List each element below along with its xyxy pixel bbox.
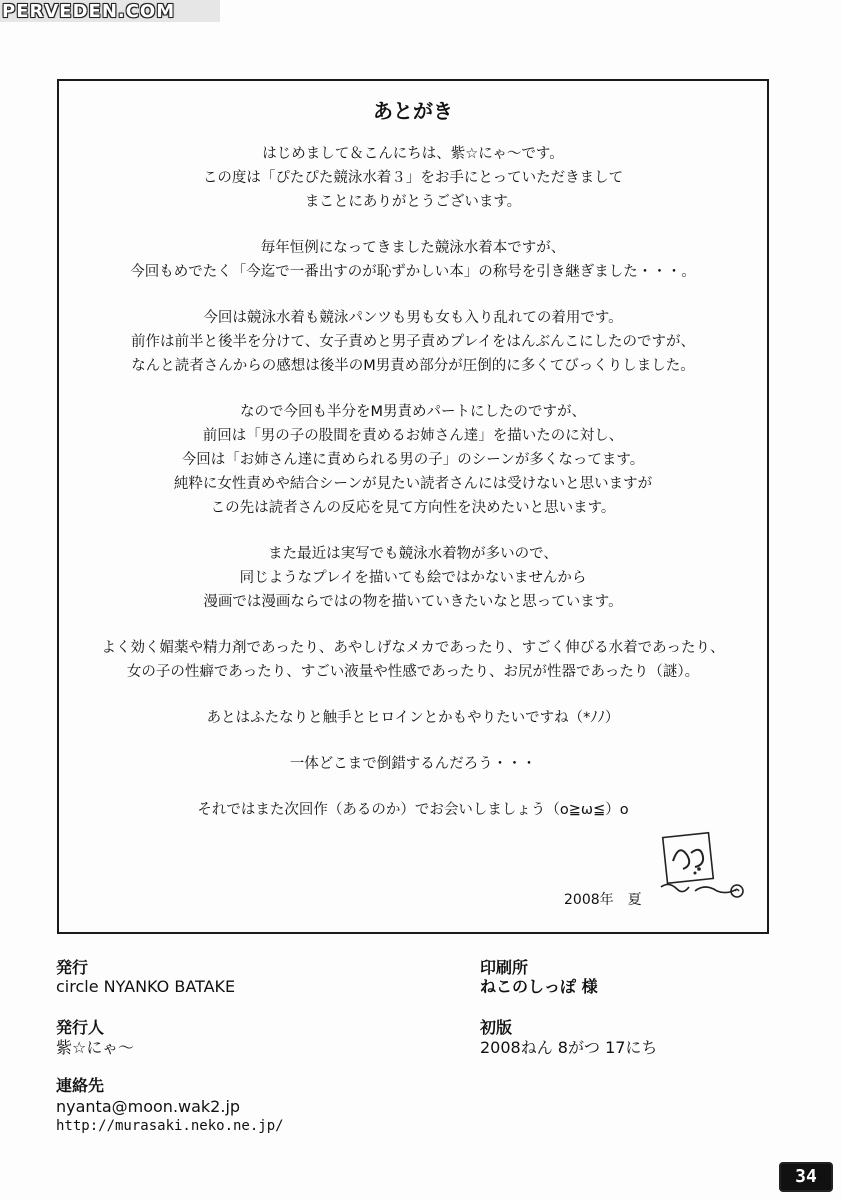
afterword-paragraph — [59, 142, 767, 214]
contact-url: http://murasaki.neko.ne.jp/ — [56, 1118, 284, 1134]
watermark-text: PERVEDEN.COM — [2, 0, 176, 22]
afterword-paragraph — [59, 752, 767, 776]
printer-label: 印刷所 — [480, 958, 529, 977]
author-signature — [655, 831, 747, 911]
afterword-line: 純粋に女性責めや結合シーンが見たい読者さんには受けないと思いますが — [173, 476, 653, 492]
afterword-paragraph — [59, 636, 767, 684]
afterword-line: よく効く媚薬や精力剤であったり、あやしげなメカであったり、すごく伸びる水着であったり、 — [101, 640, 725, 656]
first-edition-date: 2008ねん 8がつ 17にち — [480, 1038, 658, 1057]
afterword-line: 女の子の性癖であったり、すごい液量や性感であったり、お尻が性器であったり（謎）。 — [126, 664, 700, 680]
publisher-label: 発行 — [56, 958, 89, 977]
afterword-line: 同じようなプレイを描いても絵ではかないませんから — [239, 570, 587, 586]
afterword-line: それではまた次回作（あるのか）でお会いしましょう（o≧ω≦）o — [197, 802, 629, 818]
afterword-line: 今回は競泳水着も競泳パンツも男も女も入り乱れての着用です。 — [203, 310, 623, 326]
afterword-date: 2008年 夏 — [564, 892, 642, 908]
issuer-name: 紫☆にゃ～ — [56, 1038, 135, 1057]
afterword-line: 今回は「お姉さん達に責められる男の子」のシーンが多くなってます。 — [181, 452, 645, 468]
issuer-label: 発行人 — [56, 1018, 105, 1037]
afterword-line: なので今回も半分をM男責めパートにしたのですが、 — [239, 404, 586, 420]
publisher-name: circle NYANKO BATAKE — [56, 977, 236, 996]
afterword-paragraph — [59, 400, 767, 520]
watermark-logo — [0, 0, 220, 22]
afterword-paragraph — [59, 706, 767, 730]
afterword-line: また最近は実写でも競泳水着物が多いので、 — [268, 546, 558, 562]
afterword-line: なんと読者さんからの感想は後半のM男責め部分が圧倒的に多くてびっくりしました。 — [131, 358, 695, 374]
page-number: 34 — [779, 1162, 833, 1192]
afterword-paragraph — [59, 798, 767, 822]
afterword-title: あとがき — [373, 99, 453, 123]
afterword-box — [57, 79, 769, 934]
afterword-line: 前作は前半と後半を分けて、女子責めと男子責めプレイをはんぶんこにしたのですが、 — [131, 334, 695, 350]
afterword-line: この度は「ぴたぴた競泳水着３」をお手にとっていただきまして — [202, 170, 624, 186]
contact-label: 連絡先 — [56, 1076, 105, 1095]
afterword-line: まことにありがとうございます。 — [304, 194, 522, 210]
afterword-line: 一体どこまで倒錯するんだろう・・・ — [289, 756, 537, 772]
contact-email: nyanta@moon.wak2.jp — [56, 1097, 241, 1116]
afterword-line: この先は読者さんの反応を見て方向性を決めたいと思います。 — [210, 500, 616, 516]
afterword-line: 前回は「男の子の股間を責めるお姉さん達」を描いたのに対し、 — [202, 428, 624, 444]
first-edition-label: 初版 — [480, 1018, 513, 1037]
afterword-line: あとはふたなりと触手とヒロインとかもやりたいですね（*ﾉﾉ） — [206, 710, 620, 726]
printer-name: ねこのしっぽ 様 — [480, 977, 598, 996]
afterword-paragraph — [59, 236, 767, 284]
afterword-paragraph — [59, 306, 767, 378]
afterword-line: はじめまして＆こんにちは、紫☆にゃ～です。 — [262, 146, 564, 162]
afterword-line: 今回もめでたく「今迄で一番出すのが恥ずかしい本」の称号を引き継ぎました・・・。 — [130, 264, 696, 280]
afterword-line: 毎年恒例になってきました競泳水着本ですが、 — [260, 240, 566, 256]
afterword-line: 漫画では漫画ならではの物を描いていきたいなと思っています。 — [203, 594, 623, 610]
afterword-paragraph — [59, 542, 767, 614]
afterword-body — [59, 142, 767, 844]
